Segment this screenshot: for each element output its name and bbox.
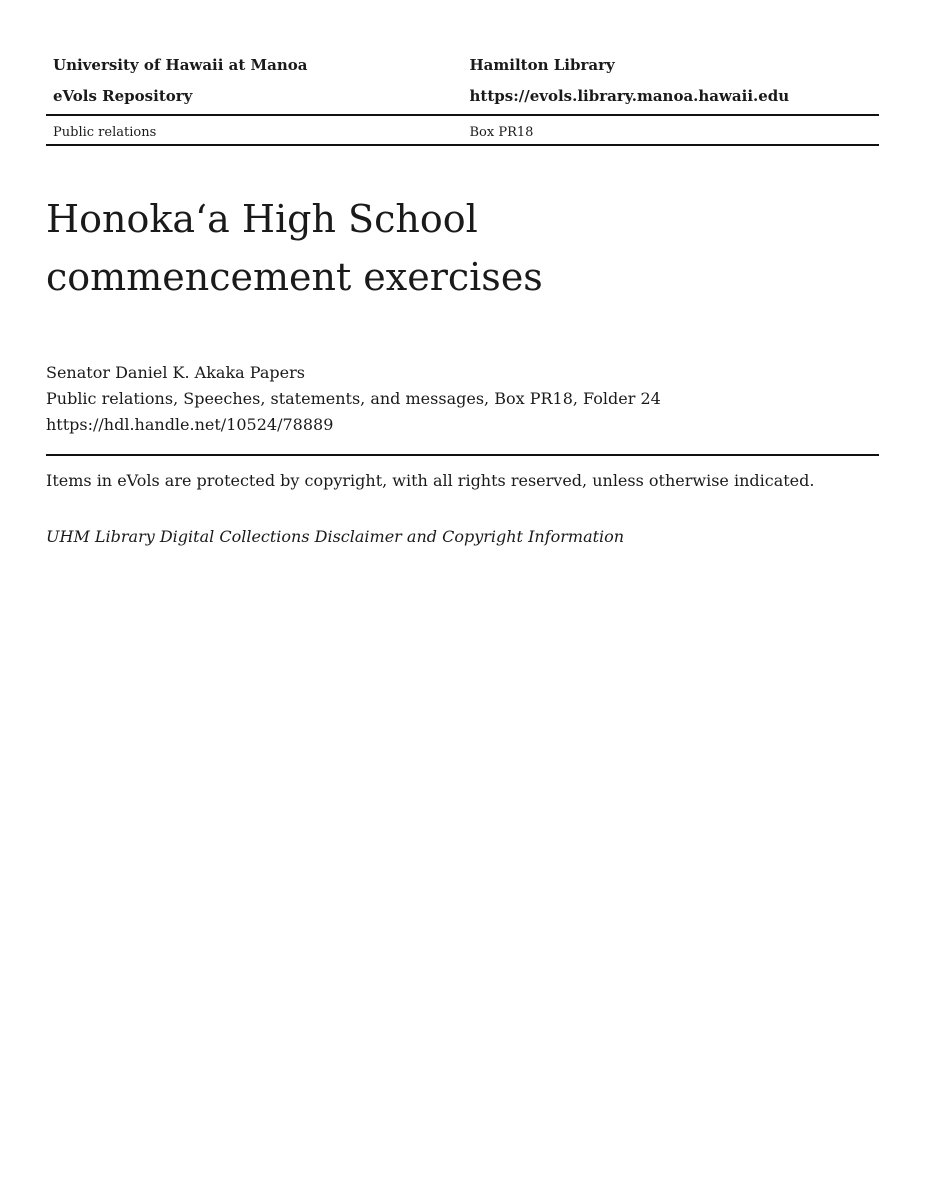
box-label: Box PR18 bbox=[469, 125, 534, 140]
header-row-2 bbox=[46, 83, 879, 114]
document-metadata bbox=[46, 360, 661, 438]
folder-location: Public relations, Speeches, statements, and messages, Box PR18, Folder 24 bbox=[46, 389, 661, 408]
rights-statement: Items in eVols are protected by copyright, with all rights reserved, unless otherwise indicated. bbox=[46, 471, 815, 490]
content-divider bbox=[46, 454, 879, 456]
collection-series: Public relations bbox=[53, 125, 157, 140]
institution-name: University of Hawaii at Manoa bbox=[53, 56, 308, 74]
repository-url-link[interactable]: https://evols.library.manoa.hawaii.edu bbox=[469, 87, 790, 105]
header-row-1 bbox=[46, 52, 879, 83]
repository-name: eVols Repository bbox=[53, 87, 193, 105]
repository-header bbox=[46, 52, 879, 146]
title-line-1: Honokaʻa High School bbox=[46, 197, 478, 241]
disclaimer-link[interactable]: UHM Library Digital Collections Disclaimer and Copyright Information bbox=[46, 527, 625, 546]
document-title bbox=[46, 190, 646, 306]
title-line-2: commencement exercises bbox=[46, 255, 543, 299]
collection-name: Senator Daniel K. Akaka Papers bbox=[46, 363, 305, 382]
handle-link[interactable]: https://hdl.handle.net/10524/78889 bbox=[46, 415, 334, 434]
header-divider-bottom bbox=[46, 144, 879, 146]
header-row-3 bbox=[46, 116, 879, 144]
library-name: Hamilton Library bbox=[469, 56, 615, 74]
